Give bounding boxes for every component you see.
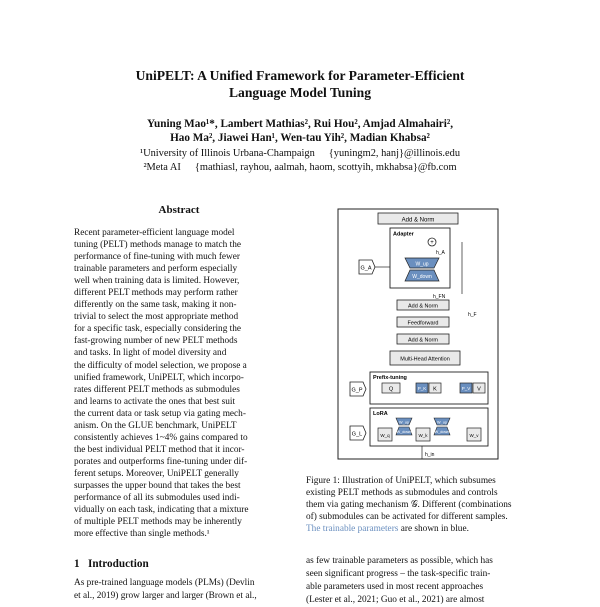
affiliation-2 (0, 161, 600, 175)
lora-label: LoRA (373, 411, 388, 417)
authors-line-1: Yuning Mao¹*, Lambert Mathias², Rui Hou², Amjad Almahairi², (146, 118, 454, 130)
authors-line-2: Hao Ma², Jiawei Han¹, Wen-tau Yih², Madian Khabsa² (170, 132, 430, 144)
abstract-line: for a specific task, especially considering the (74, 324, 242, 335)
h-fn-label: h_FN (433, 294, 446, 300)
gate-p-label: G_P (351, 387, 363, 394)
abstract-line: the current data or task setup via gating mech- (74, 408, 246, 419)
body-text-line: as few trainable parameters as possible, which has (306, 556, 493, 566)
gate-l-label: G_L (351, 431, 363, 438)
abstract-line: vidually on each task, indicating that a mixture (74, 505, 249, 516)
introduction-heading-number: 1 (74, 558, 80, 570)
abstract-line: surpasses the upper bound that takes the best (74, 480, 241, 491)
abstract-line: consistently achieves 1~4% gains compared to (74, 432, 248, 443)
abstract-line: Recent parameter-efficient language model (74, 228, 235, 238)
lora-w-up-2-label: W_up (437, 420, 447, 425)
prefix-tuning-label: Prefix-tuning (373, 375, 407, 381)
figure-caption-last-line (306, 523, 532, 535)
prefix-k-label: K (433, 386, 437, 393)
lora-w-down-2-label: W_down (434, 430, 450, 434)
add-norm-low-label: Add & Norm (408, 337, 438, 344)
paper-title-line-2: Language Model Tuning (228, 85, 372, 100)
abstract-line: the best individual PELT method that it incor- (74, 444, 245, 455)
plus-glyph: + (430, 240, 434, 247)
abstract-body (74, 227, 284, 540)
abstract-line: unified framework, UniPELT, which incorpo- (74, 372, 244, 383)
abstract-line: anism. On the GLUE benchmark, UniPELT (74, 420, 237, 431)
abstract-line: and learns to activate the ones that best suit (74, 396, 236, 407)
affiliation-2-email: {mathiasl, rayhou, aalmah, haom, scottyih, mkhabsa}@fb.com (194, 162, 457, 173)
body-text-line: (Lester et al., 2021; Guo et al., 2021) are almost (306, 595, 485, 605)
lora-wv-label: W_v (469, 433, 479, 438)
prefix-pk-label: P_K (417, 386, 427, 391)
lora-wk-label: W_k (418, 433, 428, 438)
w-down-label: W_down (412, 274, 432, 280)
abstract-line: trivial to select the most appropriate method (74, 312, 239, 323)
caption-line: Figure 1: Illustration of UniPELT, which subsumes (306, 476, 496, 486)
caption-line: of) submodules can be activated for different samples. (306, 512, 508, 523)
paper-title-line-1: UniPELT: A Unified Framework for Parameter-Efficient (135, 68, 465, 83)
abstract-heading: Abstract (158, 204, 200, 216)
lora-w-down-1-label: W_down (396, 430, 412, 434)
abstract-line: different PELT methods may perform rather (74, 288, 238, 299)
h-a-label: h_A (436, 250, 445, 256)
caption-trainable-params: The trainable parameters (306, 524, 399, 534)
abstract-line: of multiple PELT methods may be inherently (74, 517, 242, 528)
abstract-line: fast-growing number of new PELT methods (74, 336, 238, 347)
affiliation-2-name: ²Meta AI (143, 162, 181, 173)
caption-line: existing PELT methods as submodules and controls (306, 488, 498, 499)
abstract-line: more effective than single methods.¹ (74, 529, 210, 540)
right-column-body (306, 555, 532, 607)
intro-text-line: As pre-trained language models (PLMs) (Devlin (74, 578, 255, 588)
abstract-line: the difficulty of model selection, we propose a (74, 360, 247, 371)
add-norm-top-label: Add & Norm (401, 217, 435, 224)
abstract-line: performance of fine-tuning with much fewer (74, 252, 240, 263)
abstract-line: porates and outperforms fine-tuning under dif- (74, 456, 248, 467)
abstract-line: tuning (PELT) methods manage to match the (74, 240, 241, 251)
affiliation-1 (0, 147, 600, 161)
add-norm-mid-label: Add & Norm (408, 303, 438, 310)
introduction-heading-text: Introduction (87, 558, 149, 570)
h-f-label: h_F (468, 312, 477, 318)
lora-w-up-1-label: W_up (399, 420, 409, 425)
lora-wq-label: W_q (380, 433, 390, 438)
caption-tail: are shown in blue. (398, 524, 469, 534)
introduction-heading (74, 558, 149, 570)
adapter-label: Adapter (393, 231, 414, 238)
abstract-line: trainable parameters and perform especially (74, 264, 238, 275)
abstract-line: performance of all its submodules used indi- (74, 493, 240, 504)
abstract-line: and tasks. In light of model diversity and (74, 348, 227, 359)
body-text-line: seen significant progress – the task-specific train- (306, 569, 491, 579)
h-in-label: h_in (425, 452, 435, 458)
prefix-v-label: V (477, 386, 481, 393)
intro-text-line: et al., 2019) grow larger and larger (Brown et al., (74, 591, 257, 601)
abstract-line: well when training data is limited. However, (74, 276, 240, 287)
prefix-q-label: Q (388, 386, 394, 393)
affiliation-1-name: ¹University of Illinois Urbana-Champaign (139, 148, 315, 159)
body-text-line: able parameters used in most recent approaches (306, 582, 484, 592)
multi-head-attention-label: Multi-Head Attention (400, 356, 450, 363)
gate-a-label: G_A (360, 265, 372, 272)
unipelt-figure (312, 206, 526, 464)
introduction-body (74, 577, 286, 603)
feedforward-label: Feedforward (407, 320, 439, 327)
abstract-line: ferent setups. Moreover, UniPELT generally (74, 468, 239, 479)
abstract-line: differently on the same task, making it non- (74, 300, 237, 311)
abstract-line: rates different PELT methods as submodules (74, 384, 240, 395)
figure-caption (306, 475, 532, 523)
prefix-pv-label: P_V (461, 386, 471, 391)
w-up-label: W_up (415, 261, 429, 268)
caption-line: them via gating mechanism 𝒢. Different (combinations (306, 500, 512, 511)
affiliation-1-email: {yuningm2, hanj}@illinois.edu (328, 148, 461, 159)
